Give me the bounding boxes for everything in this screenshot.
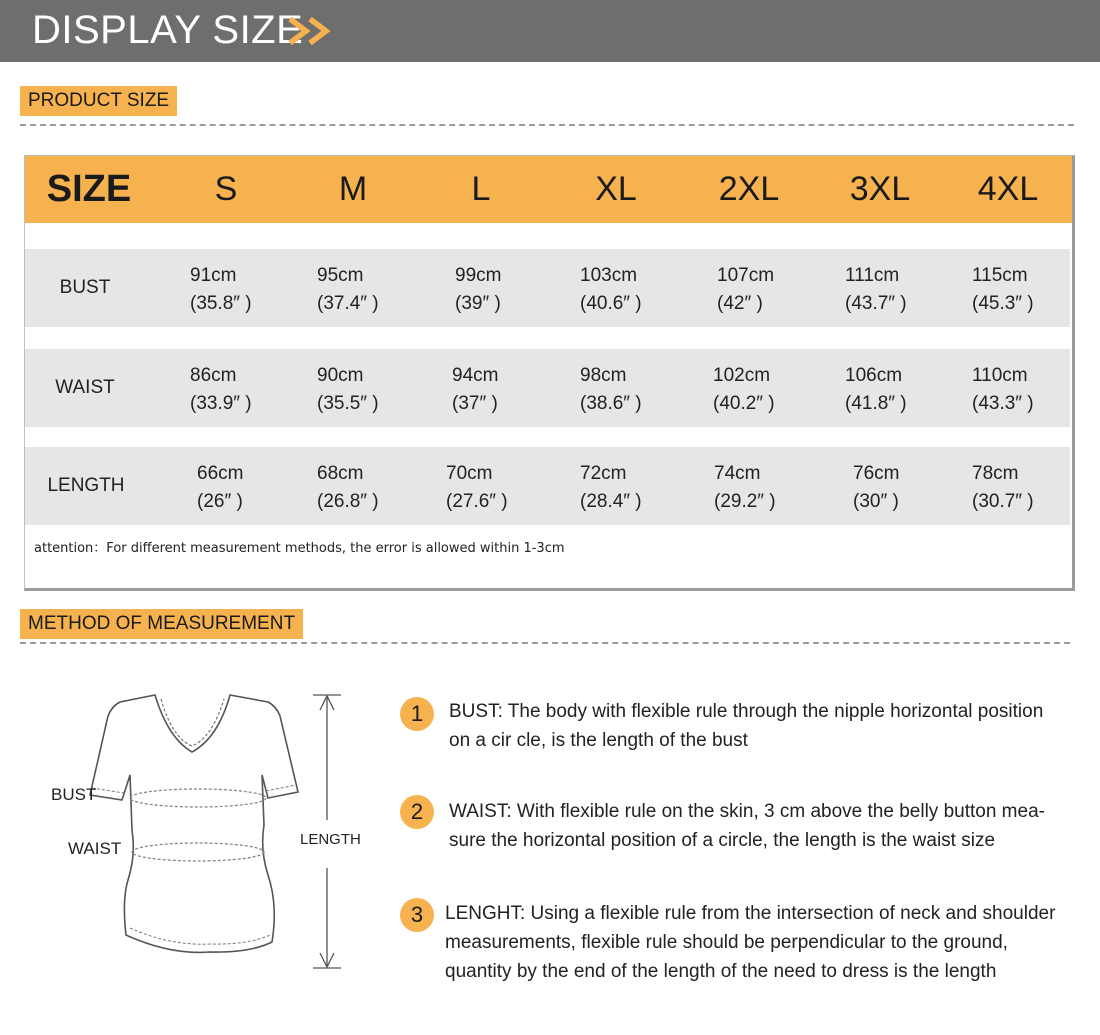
table-cell: 70cm (27.6″ ) [446, 463, 508, 512]
size-column-xl: XL [595, 170, 637, 208]
table-cell: 72cm (28.4″ ) [580, 463, 642, 512]
size-column-m: M [338, 170, 368, 208]
table-cell: 102cm (40.2″ ) [713, 365, 775, 414]
method-text: BUST: The body with flexible rule through the nipple horizontal position on a cir cle, is the length of the bust [449, 701, 1044, 751]
table-cell: 106cm (41.8″ ) [845, 365, 907, 414]
table-cell: 111cm (43.7″ ) [845, 265, 907, 314]
row-label-waist: WAIST [55, 377, 115, 398]
size-table [24, 155, 1075, 591]
table-cell: 98cm (38.6″ ) [580, 365, 642, 414]
display-size-banner [0, 0, 1100, 62]
diagram-length-label: LENGTH [300, 831, 361, 848]
row-label-length: LENGTH [47, 475, 125, 496]
table-cell: 78cm (30.7″ ) [972, 463, 1034, 512]
size-header-label: SIZE [46, 168, 132, 210]
section-divider [20, 124, 1074, 126]
table-row-bust [25, 249, 1070, 327]
v-neck-tshirt-icon [40, 680, 380, 980]
size-column-l: L [471, 170, 491, 208]
table-cell: 66cm (26″ ) [197, 463, 244, 512]
method-item-waist [400, 795, 1080, 855]
table-cell: 68cm (26.8″ ) [317, 463, 379, 512]
method-item-length [400, 898, 1080, 988]
table-cell: 90cm (35.5″ ) [317, 365, 379, 414]
table-cell: 110cm (43.3″ ) [972, 365, 1034, 414]
step-number-badge: 2 [400, 795, 434, 829]
row-label-bust: BUST [59, 277, 111, 298]
banner-title: DISPLAY SIZE [32, 8, 304, 52]
measurement-diagram [40, 680, 380, 980]
section-divider [20, 642, 1070, 644]
table-cell: 94cm (37″ ) [452, 365, 499, 414]
method-item-bust [400, 697, 1080, 757]
size-column-2xl: 2XL [718, 170, 780, 208]
step-number-badge: 1 [400, 697, 434, 731]
step-number-badge: 3 [400, 898, 434, 932]
table-cell: 76cm (30″ ) [853, 463, 900, 512]
diagram-bust-label: BUST [51, 785, 97, 804]
table-cell: 103cm (40.6″ ) [580, 265, 642, 314]
table-row-length [25, 447, 1070, 525]
size-column-4xl: 4XL [977, 170, 1039, 208]
table-cell: 74cm (29.2″ ) [714, 463, 776, 512]
size-column-3xl: 3XL [849, 170, 911, 208]
size-table-header [25, 156, 1072, 223]
table-cell: 107cm (42″ ) [717, 265, 775, 314]
table-cell: 99cm (39″ ) [455, 265, 502, 314]
table-cell: 86cm (33.9″ ) [190, 365, 252, 414]
table-cell: 91cm (35.8″ ) [190, 265, 252, 314]
diagram-waist-label: WAIST [68, 839, 122, 858]
attention-note: attention：For different measurement methods, the error is allowed within 1-3cm [34, 541, 565, 556]
product-size-tag: PRODUCT SIZE [20, 86, 177, 116]
method-of-measurement-tag: METHOD OF MEASUREMENT [20, 609, 303, 639]
double-chevron-right-icon [286, 16, 338, 46]
method-text: WAIST: With flexible rule on the skin, 3 cm above the belly button mea- sure the horizontal position of a circle, the length is the waist size [449, 801, 1045, 851]
size-column-s: S [214, 170, 238, 208]
table-cell: 95cm (37.4″ ) [317, 265, 379, 314]
table-row-waist [25, 349, 1070, 427]
method-text: LENGHT: Using a flexible rule from the intersection of neck and shoulder measurements, flexible rule should be perpendicular to the ground, quantity by the end of the length of the need to dress is the length [445, 903, 1056, 982]
table-cell: 115cm (45.3″ ) [972, 265, 1034, 314]
